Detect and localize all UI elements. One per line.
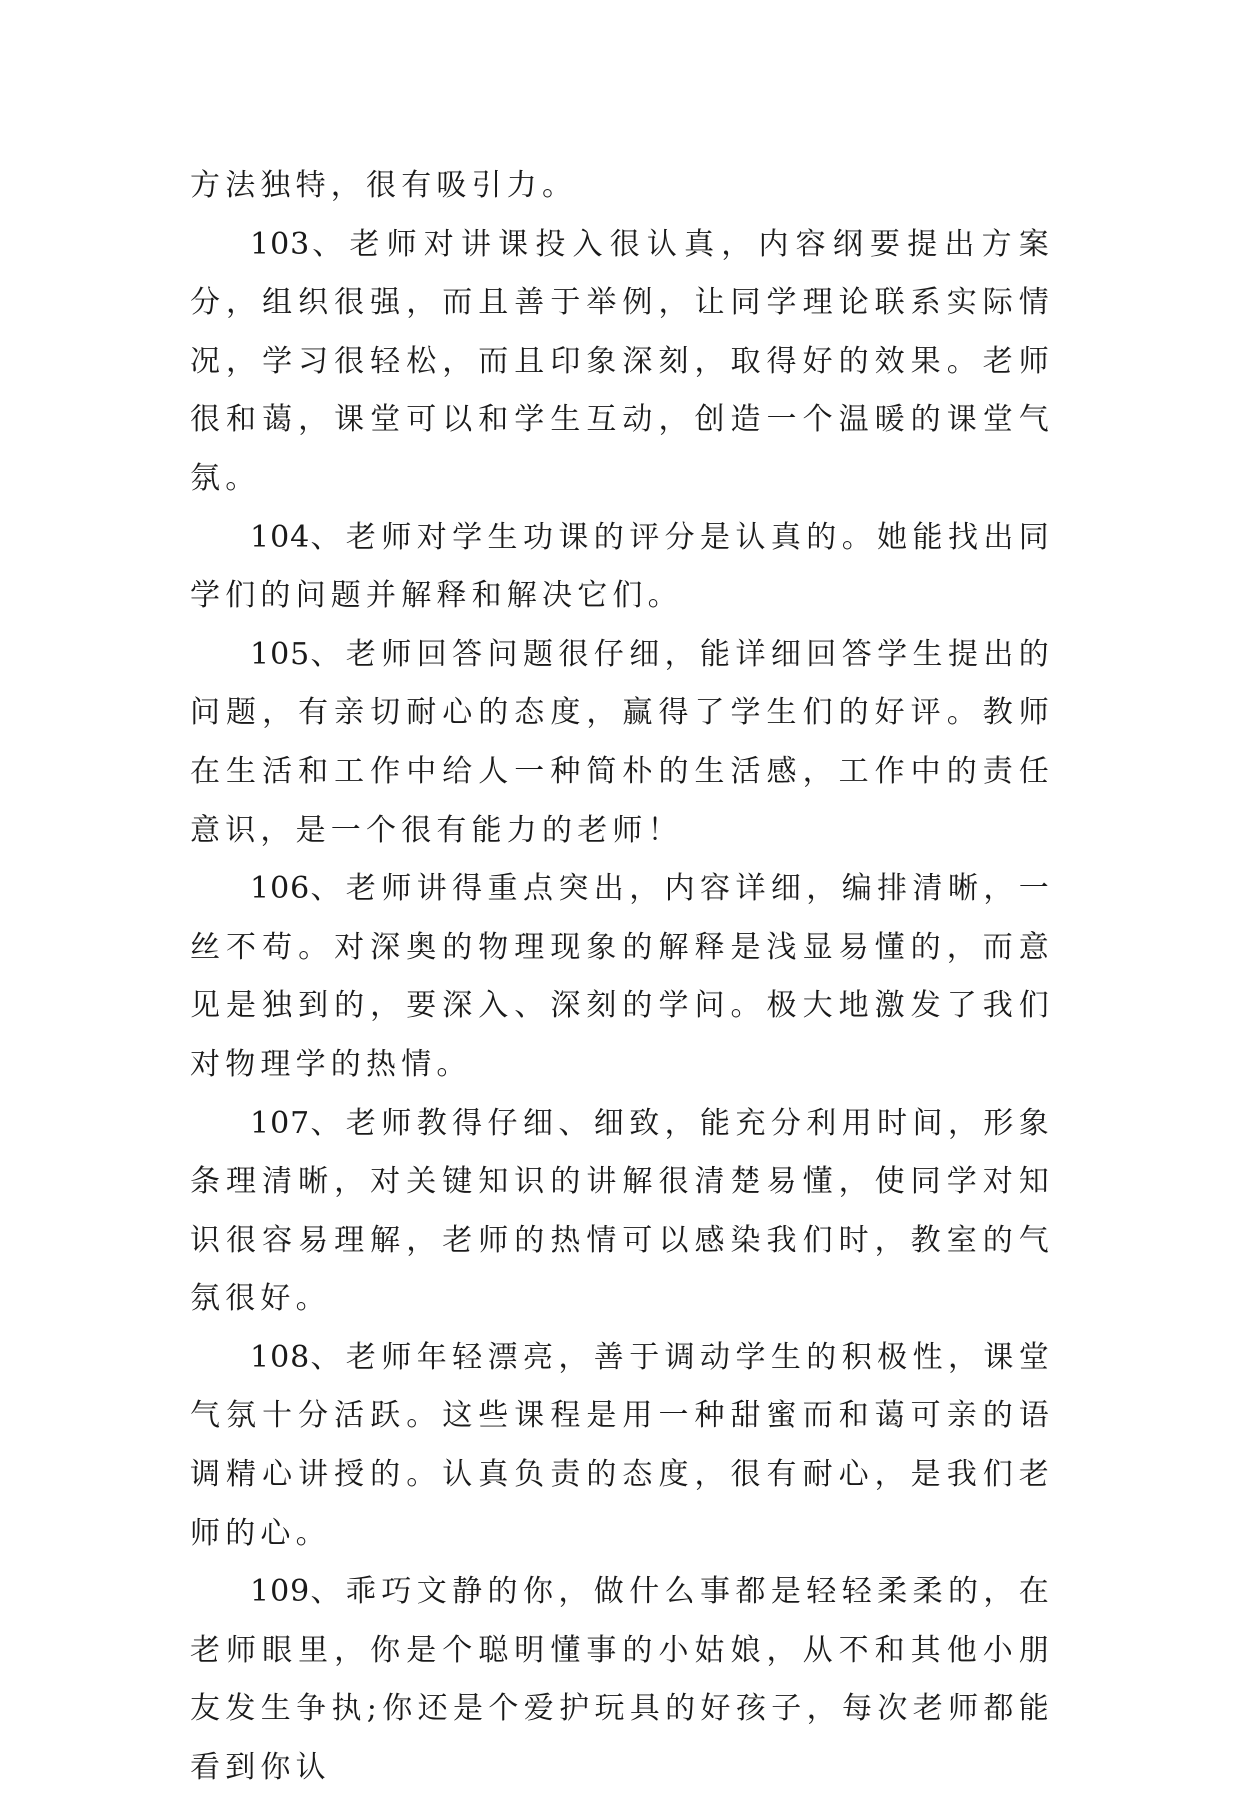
paragraph-number: 109 bbox=[250, 1574, 311, 1610]
paragraph-106 bbox=[190, 860, 1054, 1094]
paragraph-number: 106 bbox=[250, 871, 311, 907]
paragraph-number: 108 bbox=[250, 1339, 311, 1375]
paragraph-number: 104 bbox=[250, 519, 311, 555]
paragraph-text: 、老师回答问题很仔细，能详细回答学生提出的问题，有亲切耐心的态度，赢得了学生们的好评。教师在生活和工作中给人一种简朴的生活感，工作中的责任意识，是一个很有能力的老师！ bbox=[190, 636, 1054, 848]
paragraph-continuation bbox=[190, 157, 1054, 216]
paragraph-text: 、老师对讲课投入很认真，内容纲要提出方案分，组织很强，而且善于举例，让同学理论联系实际情况，学习很轻松，而且印象深刻，取得好的效果。老师很和蔼，课堂可以和学生互动，创造一个温暖的课堂气氛。 bbox=[190, 226, 1054, 496]
paragraph-104 bbox=[190, 509, 1054, 626]
paragraph-text: 、老师教得仔细、细致，能充分利用时间，形象条理清晰，对关键知识的讲解很清楚易懂，使同学对知识很容易理解，老师的热情可以感染我们时，教室的气氛很好。 bbox=[190, 1105, 1054, 1317]
paragraph-number: 107 bbox=[250, 1105, 311, 1141]
paragraph-103 bbox=[190, 216, 1054, 509]
paragraph-107 bbox=[190, 1095, 1054, 1329]
paragraph-108 bbox=[190, 1329, 1054, 1563]
paragraph-text: 、老师年轻漂亮，善于调动学生的积极性，课堂气氛十分活跃。这些课程是用一种甜蜜而和蔼可亲的语调精心讲授的。认真负责的态度，很有耐心，是我们老师的心。 bbox=[190, 1339, 1054, 1551]
paragraph-number: 105 bbox=[250, 636, 311, 672]
paragraph-text: 、乖巧文静的你，做什么事都是轻轻柔柔的，在老师眼里，你是个聪明懂事的小姑娘，从不和其他小朋友发生争执;你还是个爱护玩具的好孩子，每次老师都能看到你认 bbox=[190, 1574, 1054, 1786]
paragraph-text: 、老师讲得重点突出，内容详细，编排清晰，一丝不苟。对深奥的物理现象的解释是浅显易懂的，而意见是独到的，要深入、深刻的学问。极大地激发了我们对物理学的热情。 bbox=[190, 871, 1054, 1082]
document-body bbox=[190, 157, 1054, 1798]
paragraph-text: 、老师对学生功课的评分是认真的。她能找出同学们的问题并解释和解决它们。 bbox=[190, 519, 1054, 614]
paragraph-text: 方法独特，很有吸引力。 bbox=[190, 168, 578, 203]
paragraph-105 bbox=[190, 626, 1054, 860]
paragraph-number: 103 bbox=[250, 226, 311, 262]
paragraph-109 bbox=[190, 1563, 1054, 1797]
